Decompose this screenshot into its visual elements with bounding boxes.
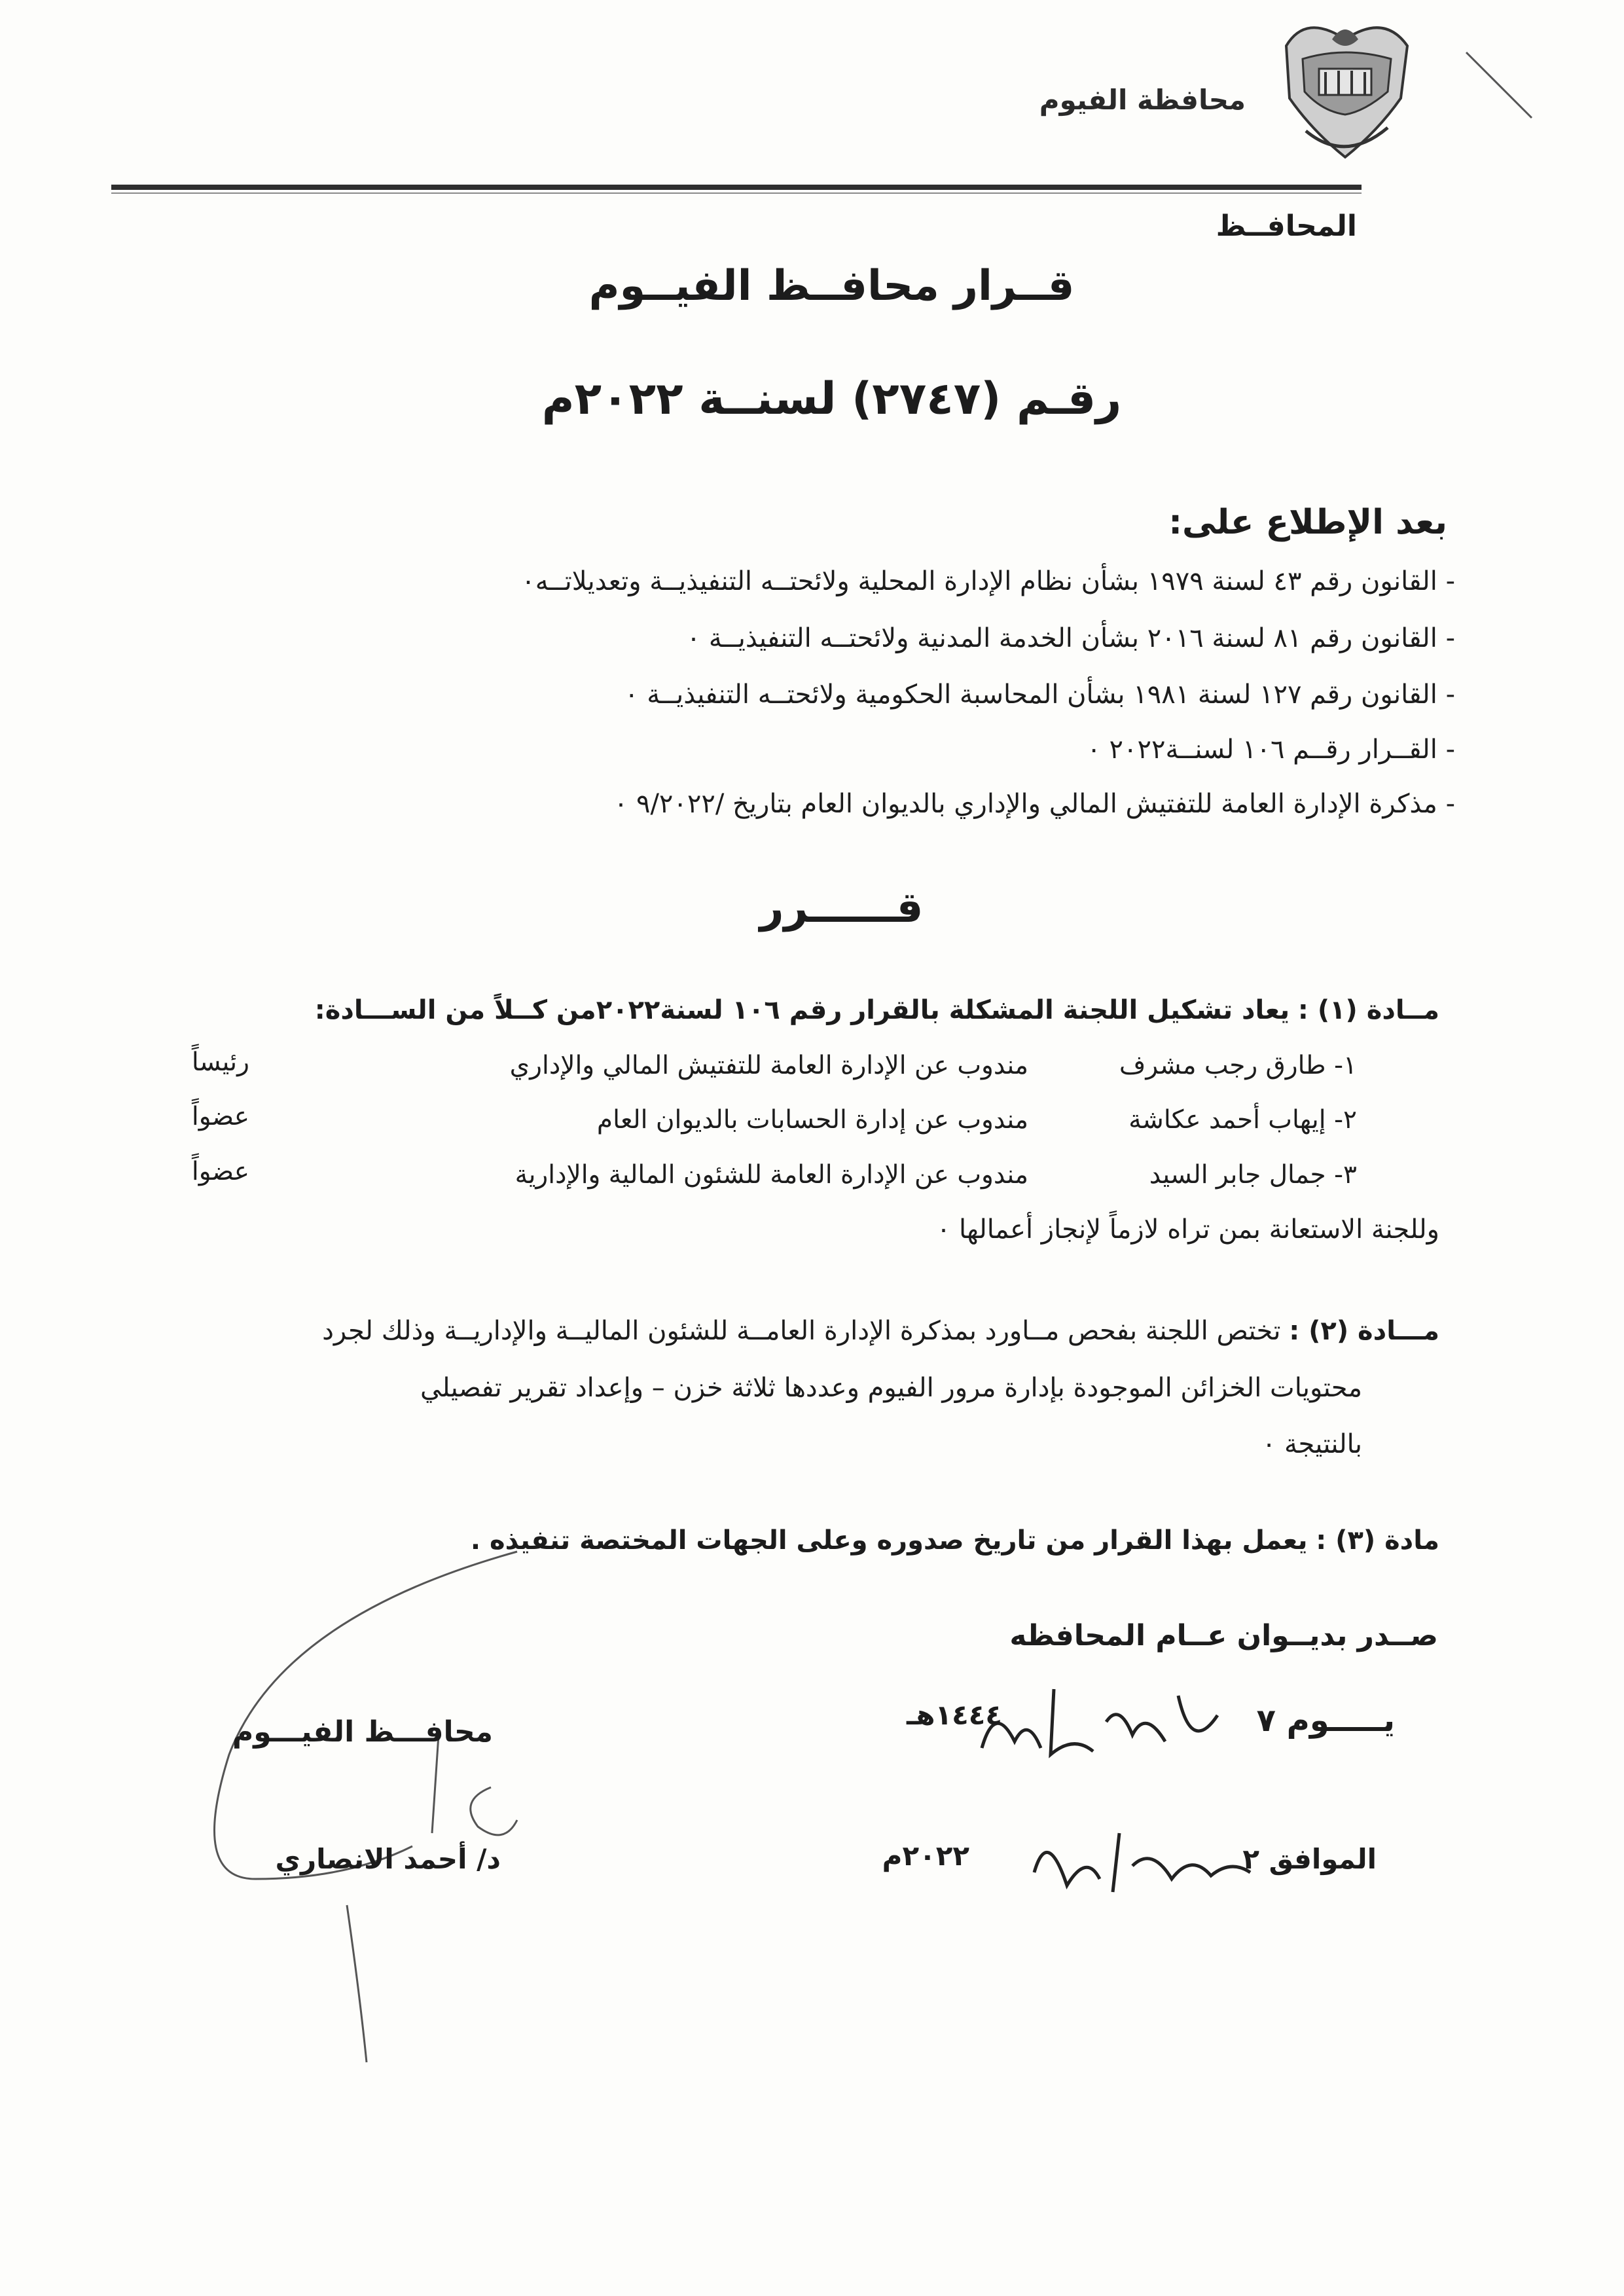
- hijri-day-label: يـــــوم ٧: [1256, 1702, 1395, 1739]
- member-role: مندوب عن إدارة الحسابات بالديوان العام: [596, 1105, 1028, 1135]
- article-1-label: مــادة (١) :: [1297, 995, 1439, 1025]
- gregorian-year: ٢٠٢٢م: [882, 1840, 969, 1872]
- member-role: مندوب عن الإدارة العامة للتفتيش المالي والإداري: [509, 1051, 1028, 1080]
- hijri-year: ١٤٤٤هـ: [906, 1699, 1002, 1731]
- governorate-name: محافظة الفيوم: [1039, 84, 1246, 116]
- governor-signature: [151, 1539, 648, 2075]
- member-position: عضواً: [191, 1102, 249, 1131]
- header-divider: [111, 185, 1362, 190]
- reference-item: - مذكرة الإدارة العامة للتفتيش المالي والإداري بالديوان العام بتاريخ /٩/٢٠٢٢ ٠: [613, 789, 1455, 819]
- header-divider-thin: [111, 192, 1362, 194]
- issued-at: صــدر بديــوان عــام المحافظه: [1009, 1619, 1438, 1652]
- decided-heading: قــــــرر: [759, 884, 924, 932]
- governorate-emblem-logo: [1267, 0, 1424, 170]
- article-2-line2: محتويات الخزائن الموجودة بإدارة مرور الفيوم وعددها ثلاثة خزن – وإعداد تقرير تفصيلي: [420, 1373, 1362, 1403]
- article-1: [315, 995, 1439, 1025]
- article-2-line3: بالنتيجة ٠: [1261, 1429, 1362, 1459]
- reference-item: - القانون رقم ٨١ لسنة ٢٠١٦ بشأن الخدمة المدنية ولائحتــه التنفيذيــة ٠: [686, 623, 1455, 653]
- signatory-title: محافـــظ الفيـــوم: [232, 1715, 493, 1749]
- member-role: مندوب عن الإدارة العامة للشئون المالية والإدارية: [514, 1160, 1028, 1190]
- decision-number: رقـم (٢٧٤٧) لسنــة ٢٠٢٢م: [541, 373, 1122, 425]
- article-2: [322, 1316, 1439, 1346]
- reference-item: - القــرار رقــم ١٠٦ لسنــة٢٠٢٢ ٠: [1087, 735, 1455, 765]
- signatory-name: د/ أحمد الانصاري: [275, 1843, 501, 1875]
- preamble-heading: بعد الإطلاع على:: [1168, 503, 1447, 542]
- member-name: ٢- إيهاب أحمد عكاشة: [1128, 1105, 1357, 1135]
- member-name: ٣- جمال جابر السيد: [1149, 1160, 1357, 1190]
- member-name: ١- طارق رجب مشرف: [1119, 1051, 1357, 1080]
- article-3-text: يعمل بهذا القرار من تاريخ صدوره وعلى الجهات المختصة تنفيذه .: [470, 1525, 1308, 1556]
- article-3-label: مادة (٣) :: [1316, 1525, 1439, 1556]
- member-position: رئيساً: [191, 1048, 249, 1077]
- article-1-footer: وللجنة الاستعانة بمن تراه لازماً لإنجاز أعمالها ٠: [936, 1214, 1439, 1245]
- handwritten-gregorian-month: [1021, 1813, 1270, 1905]
- reference-item: - القانون رقم ١٢٧ لسنة ١٩٨١ بشأن المحاسبة الحكومية ولائحتــه التنفيذيــة ٠: [624, 680, 1455, 710]
- handwritten-hijri-month: [969, 1676, 1244, 1768]
- decision-title: قــرار محافــظ الفيــوم: [588, 262, 1075, 310]
- office-label: المحافــظ: [1216, 210, 1357, 243]
- article-2-label: مـــادة (٢) :: [1289, 1316, 1439, 1346]
- reference-item: - القانون رقم ٤٣ لسنة ١٩٧٩ بشأن نظام الإدارة المحلية ولائحتــه التنفيذيــة وتعديلاتــه٠: [521, 566, 1455, 596]
- article-1-text: يعاد تشكيل اللجنة المشكلة بالقرار رقم ١٠٦ لسنة٢٠٢٢من كــلاً من الســـادة:: [314, 995, 1290, 1025]
- member-position: عضواً: [191, 1157, 249, 1186]
- pen-stroke-mark: [1460, 46, 1538, 124]
- gregorian-day-label: الموافق ٢: [1242, 1843, 1377, 1875]
- article-2-line1: تختص اللجنة بفحص مــاورد بمذكرة الإدارة العامــة للشئون الماليــة والإداريــة وذلك لجرد: [322, 1316, 1281, 1346]
